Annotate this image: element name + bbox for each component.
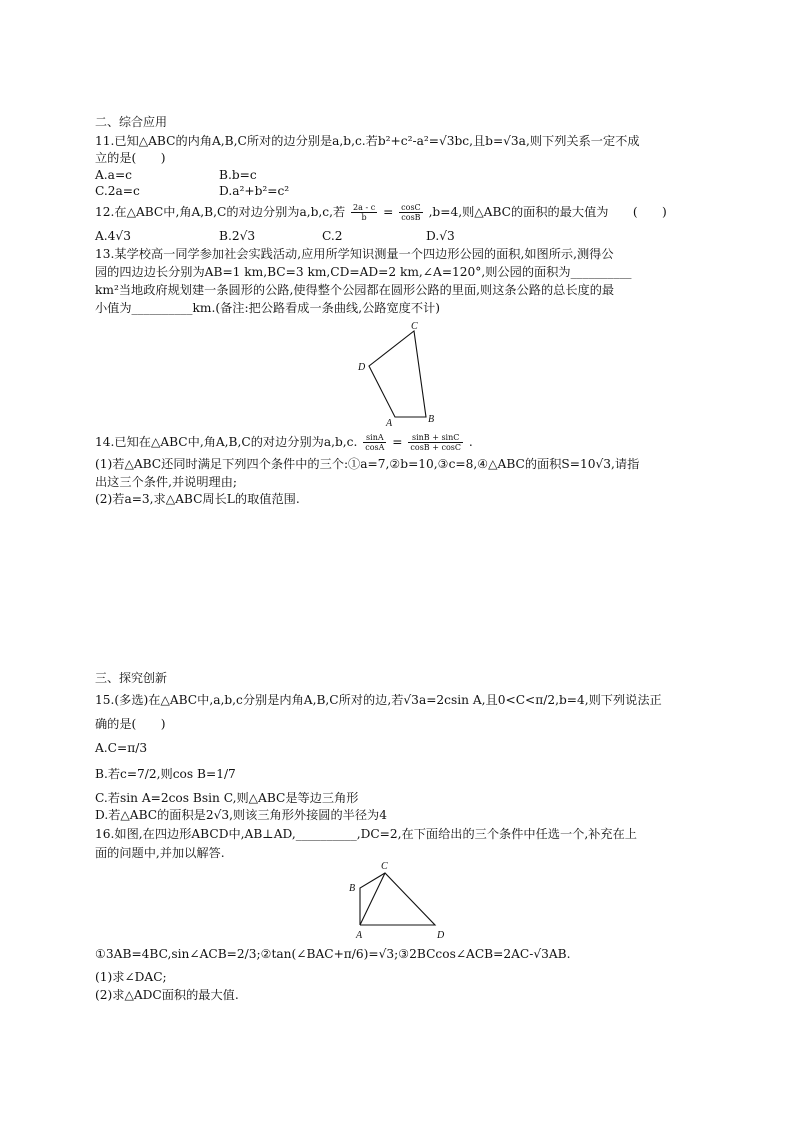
- q14-frac2-num: sinB + sinC: [408, 433, 463, 443]
- q12-frac1-den: b: [361, 213, 367, 222]
- q13-quadrilateral: [369, 331, 426, 417]
- q11-option-b: B.b=c: [219, 168, 257, 182]
- q12-frac1-num: 2a - c: [353, 203, 376, 212]
- q12-option-b: B.2√3: [219, 229, 256, 243]
- q16-sub-2: (2)求△ADC面积的最大值.: [95, 988, 239, 1002]
- q13-label-b: B: [428, 414, 435, 425]
- q15-line-1: 15.(多选)在△ABC中,a,b,c分别是内角A,B,C所对的边,若√3a=2csin A,且0<C<π/2,b=4,则下列说法正: [95, 693, 662, 707]
- q14-fraction-2: [408, 433, 463, 452]
- q11-line-2: 立的是( ): [95, 151, 166, 165]
- q14-eq: =: [392, 435, 403, 449]
- q15-option-c: C.若sin A=2cos Bsin C,则△ABC是等边三角形: [95, 791, 359, 805]
- q16-label-b: B: [349, 883, 356, 894]
- q16-line-2: 面的问题中,并加以解答.: [95, 846, 225, 860]
- q13-label-d: D: [358, 362, 366, 373]
- q14-line-4: (2)若a=3,求△ABC周长L的取值范围.: [95, 492, 300, 506]
- q11-option-a: A.a=c: [95, 168, 132, 182]
- q14-fraction-1: [363, 433, 386, 452]
- q12-fraction-2: [399, 203, 423, 222]
- q16-conditions: ①3AB=4BC,sin∠ACB=2/3;②tan(∠BAC+π/6)=√3;③2BCcos∠ACB=2AC-√3AB.: [95, 947, 571, 961]
- q16-line-1: 16.如图,在四边形ABCD中,AB⊥AD,__________,DC=2,在下面给出的三个条件中任选一个,补充在上: [95, 827, 637, 841]
- q16-label-a: A: [356, 930, 363, 940]
- q14-pre: 14.已知在△ABC中,角A,B,C的对边分别为a,b,c.: [95, 435, 358, 449]
- section-heading-2: 二、综合应用: [95, 115, 168, 129]
- q14-line-3: 出这三个条件,并说明理由;: [95, 475, 238, 489]
- q16-label-d: D: [437, 930, 445, 940]
- q14-post: .: [468, 435, 473, 449]
- q12-option-a: A.4√3: [95, 229, 131, 243]
- q14-frac1-den: cosA: [365, 443, 385, 452]
- q12-frac2-num: cosC: [401, 203, 421, 212]
- q15-option-b: B.若c=7/2,则cos B=1/7: [95, 767, 236, 781]
- q12-frac2-den: cosB: [401, 213, 421, 222]
- q12-pre: 12.在△ABC中,角A,B,C的对边分别为a,b,c,若: [95, 205, 346, 219]
- q14-line-2: (1)若△ABC还同时满足下列四个条件中的三个:①a=7,②b=10,③c=8,④△ABC的面积S=10√3,请指: [95, 457, 640, 471]
- q13-line-3: km²当地政府规划建一条圆形的公路,使得整个公园都在圆形公路的里面,则这条公路的总长度的最: [95, 283, 615, 297]
- q15-line-2: 确的是( ): [95, 717, 166, 731]
- q11-line-1: 11.已知△ABC的内角A,B,C所对的边分别是a,b,c.若b²+c²-a²=√3bc,且b=√3a,则下列关系一定不成: [95, 134, 640, 148]
- q12-eq: =: [383, 205, 394, 219]
- q16-quadrilateral: [360, 873, 435, 925]
- q14-frac2-den: cosB + cosC: [410, 443, 461, 452]
- q14-stem: [95, 433, 473, 452]
- q13-line-1: 13.某学校高一同学参加社会实践活动,应用所学知识测量一个四边形公园的面积,如图所示,测得公: [95, 247, 614, 261]
- q13-quadrilateral-figure: [350, 322, 450, 430]
- q12-fraction-1: [351, 203, 377, 222]
- q11-option-d: D.a²+b²=c²: [219, 184, 290, 198]
- q15-option-d: D.若△ABC的面积是2√3,则该三角形外接圆的半径为4: [95, 808, 387, 822]
- q16-sub-1: (1)求∠DAC;: [95, 970, 167, 984]
- q16-label-c: C: [381, 861, 388, 872]
- q15-option-a: A.C=π/3: [95, 741, 148, 755]
- q13-label-c: C: [411, 322, 418, 332]
- q13-label-a: A: [386, 418, 393, 429]
- q13-line-2: 园的四边边长分别为AB=1 km,BC=3 km,CD=AD=2 km,∠A=120°,则公园的面积为__________: [95, 265, 632, 279]
- q12-option-c: C.2: [322, 229, 343, 243]
- q13-line-4: 小值为__________km.(备注:把公路看成一条曲线,公路宽度不计): [95, 301, 440, 315]
- q12-stem: [95, 203, 667, 222]
- q11-option-c: C.2a=c: [95, 184, 140, 198]
- q16-quadrilateral-figure: [340, 858, 450, 940]
- section-heading-3: 三、探究创新: [95, 671, 168, 685]
- q12-post: ,b=4,则△ABC的面积的最大值为 ( ): [428, 205, 667, 219]
- q14-frac1-num: sinA: [363, 433, 386, 443]
- q12-option-d: D.√3: [426, 229, 455, 243]
